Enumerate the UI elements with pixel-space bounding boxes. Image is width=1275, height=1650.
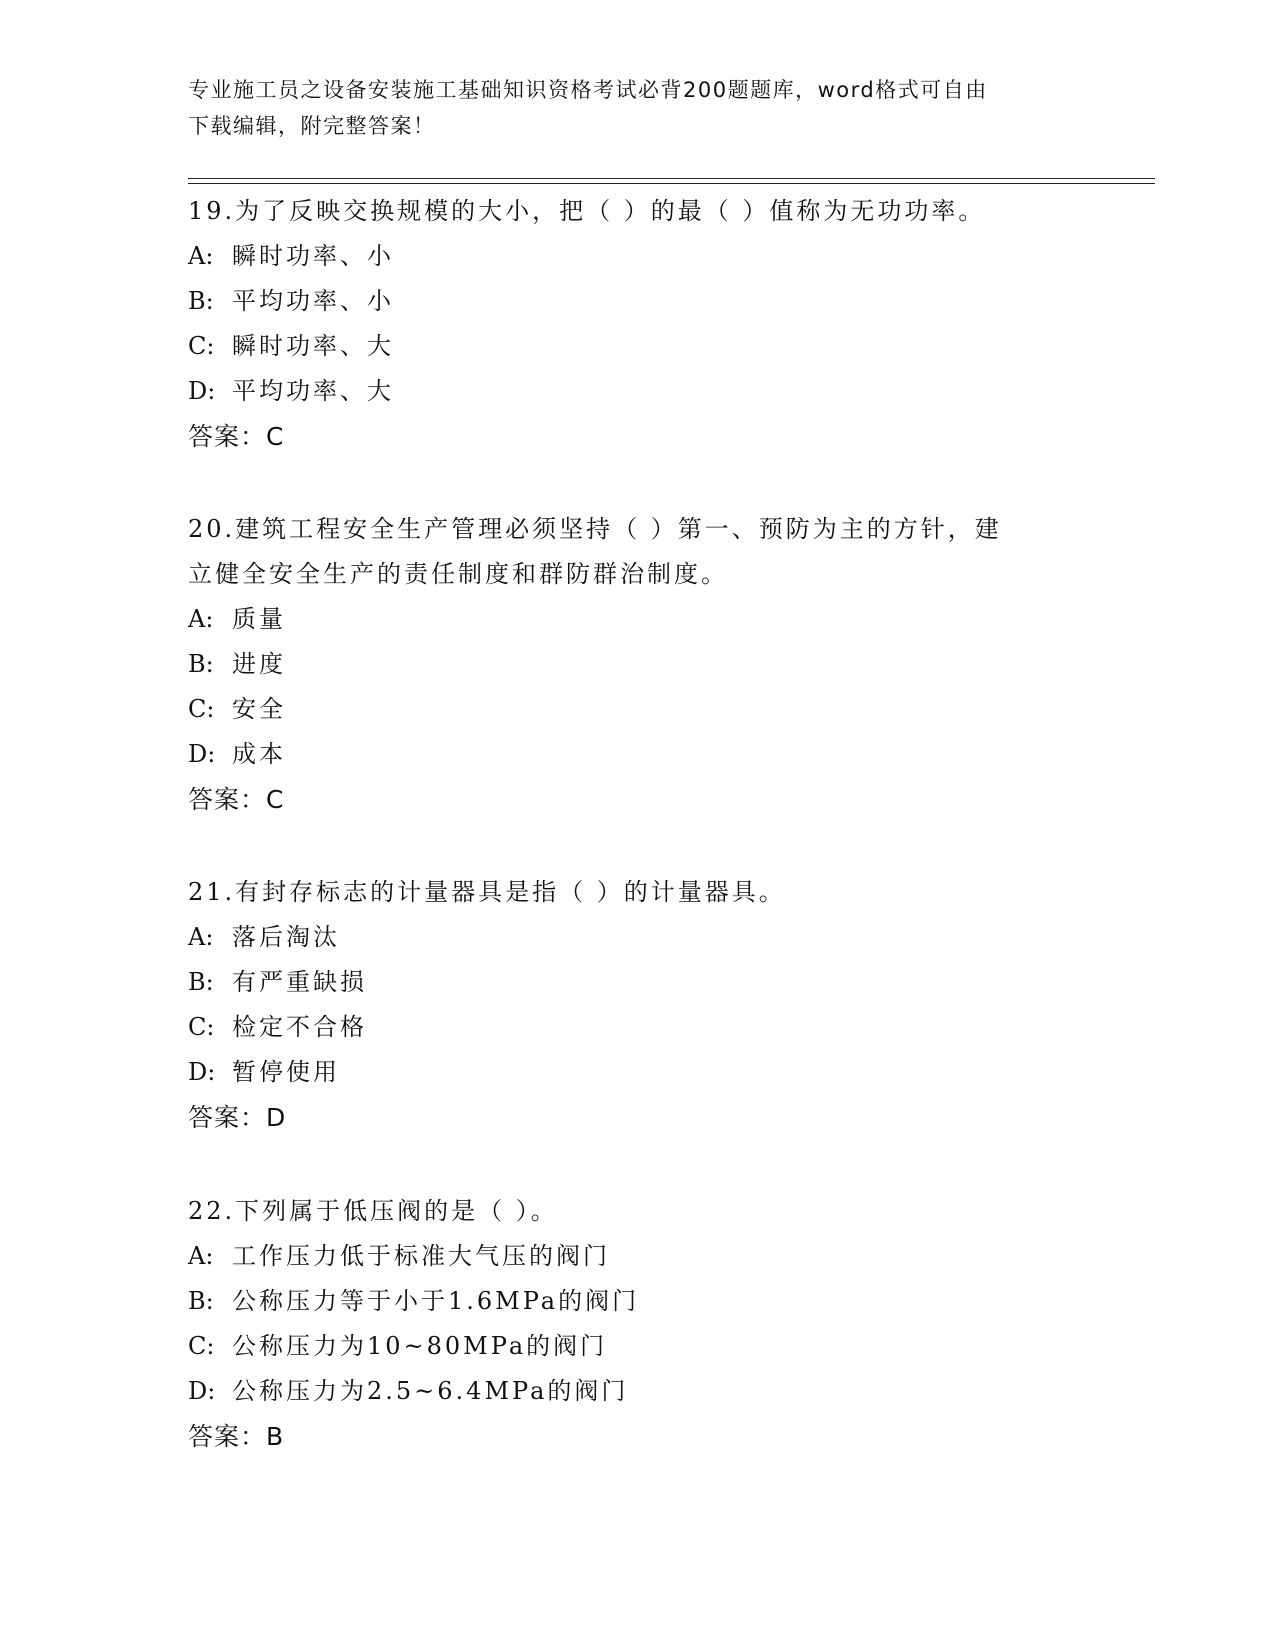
option-text: 检定不合格 [232, 1013, 367, 1041]
option-text: 平均功率、大 [232, 377, 394, 405]
option-text: 公称压力等于小于1.6MPa的阀门 [232, 1287, 640, 1315]
option-letter: D: [188, 377, 216, 405]
option-c [188, 324, 1088, 369]
option-b [188, 960, 1088, 1005]
option-c [188, 687, 1088, 732]
option-text: 质量 [232, 605, 286, 633]
option-text: 公称压力为10~80MPa的阀门 [232, 1332, 608, 1360]
option-a [188, 915, 1088, 960]
option-text: 瞬时功率、大 [232, 332, 394, 360]
option-a [188, 1234, 1088, 1279]
answer-line: 答案：D [188, 1103, 287, 1132]
option-letter: A: [188, 242, 214, 270]
answer-line: 答案：C [188, 785, 285, 814]
option-letter: D: [188, 1377, 216, 1405]
option-letter: C: [188, 695, 215, 723]
document-header [188, 72, 1088, 144]
option-b [188, 642, 1088, 687]
option-text: 平均功率、小 [232, 287, 394, 315]
header-line-1: 专业施工员之设备安装施工基础知识资格考试必背200题题库，word格式可自由 [188, 78, 988, 102]
option-letter: B: [188, 650, 214, 678]
option-text: 公称压力为2.5~6.4MPa的阀门 [232, 1377, 629, 1405]
option-text: 进度 [232, 650, 286, 678]
option-text: 安全 [232, 695, 286, 723]
answer-line: 答案：C [188, 422, 285, 451]
option-d [188, 732, 1088, 777]
option-letter: D: [188, 740, 216, 768]
option-letter: A: [188, 1242, 214, 1270]
option-text: 工作压力低于标准大气压的阀门 [232, 1242, 610, 1270]
question-stem: 22.下列属于低压阀的是（ ）。 [188, 1197, 558, 1225]
option-letter: C: [188, 1013, 215, 1041]
option-letter: B: [188, 968, 214, 996]
option-d [188, 369, 1088, 414]
option-a [188, 234, 1088, 279]
option-text: 暂停使用 [232, 1058, 340, 1086]
answer-line: 答案：B [188, 1422, 285, 1451]
question-21 [188, 870, 1088, 1140]
header-line-2: 下载编辑，附完整答案！ [188, 114, 436, 138]
option-b [188, 1279, 1088, 1324]
question-stem: 20.建筑工程安全生产管理必须坚持（ ）第一、预防为主的方针，建 [188, 515, 1002, 543]
option-letter: D: [188, 1058, 216, 1086]
question-stem: 19.为了反映交换规模的大小，把（ ）的最（ ）值称为无功功率。 [188, 197, 986, 225]
option-letter: A: [188, 605, 214, 633]
header-divider-top [188, 178, 1155, 179]
question-stem-continued: 立健全安全生产的责任制度和群防群治制度。 [188, 560, 728, 588]
question-20 [188, 507, 1088, 822]
header-divider-bottom [188, 183, 1155, 184]
option-letter: A: [188, 923, 214, 951]
option-a [188, 597, 1088, 642]
question-19 [188, 189, 1088, 459]
option-text: 瞬时功率、小 [232, 242, 394, 270]
option-text: 落后淘汰 [232, 923, 340, 951]
question-22 [188, 1189, 1088, 1459]
option-b [188, 279, 1088, 324]
option-c [188, 1005, 1088, 1050]
option-letter: C: [188, 332, 215, 360]
option-letter: C: [188, 1332, 215, 1360]
option-c [188, 1324, 1088, 1369]
option-letter: B: [188, 287, 214, 315]
option-d [188, 1369, 1088, 1414]
option-d [188, 1050, 1088, 1095]
option-letter: B: [188, 1287, 214, 1315]
question-stem: 21.有封存标志的计量器具是指（ ）的计量器具。 [188, 878, 786, 906]
option-text: 成本 [232, 740, 286, 768]
option-text: 有严重缺损 [232, 968, 367, 996]
